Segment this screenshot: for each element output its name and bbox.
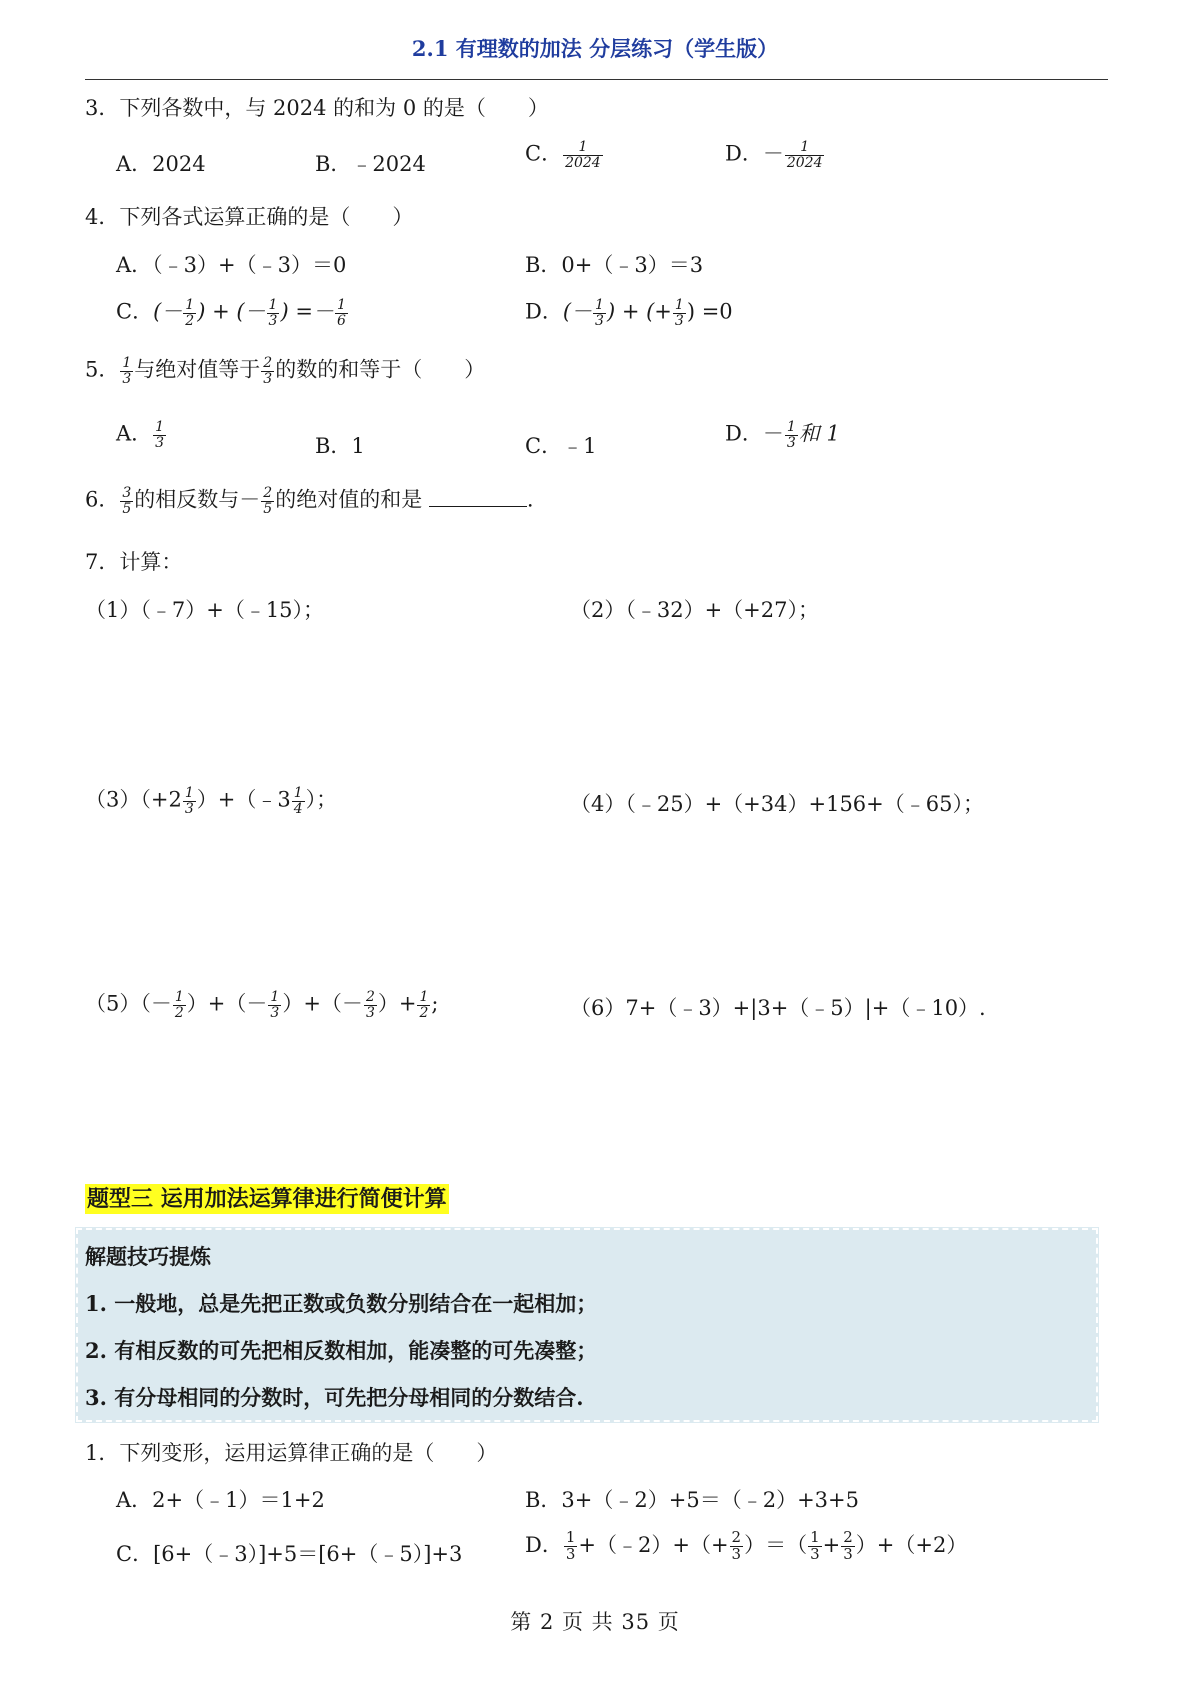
tip-2: 2. 有相反数的可先把相反数相加，能凑整的可先凑整； (85, 1338, 598, 1363)
q5-option-d: D．－ $\frac{1}{3}$ 和 1 (725, 419, 840, 451)
q7-part-4: （4）（﹣25）+（+34）+156+（﹣65）； (570, 792, 984, 816)
q7-part-1: （1）（﹣7）+（﹣15）； (85, 598, 325, 622)
tips-title: 解题技巧提炼 (85, 1244, 211, 1269)
q3-option-d (725, 140, 825, 170)
q3-stem: 3．下列各数中，与 2024 的和为 0 的是（ ） (85, 96, 549, 120)
s1-stem: 1．下列变形，运用运算律正确的是（ ） (85, 1441, 498, 1465)
q4-option-d: D．(－ $\frac{1}{3}$ ) + (+ $\frac{1}{3}$ ) =0 (525, 297, 733, 329)
q7-part-3: （3）（+2 $\frac{1}{3}$ ）+（﹣3 $\frac{1}{4}$ ）； (85, 785, 338, 817)
q7-part-2: （2）（﹣32）+（+27）； (570, 598, 819, 622)
q6-stem: 6． $\frac{3}{5}$ 的相反数与－ $\frac{2}{5}$ 的绝对值的和是 . (85, 485, 534, 517)
q6-answer-blank[interactable] (429, 488, 527, 507)
q4-option-b: B．0+（﹣3）＝3 (525, 253, 704, 277)
q3-c-label: C． (525, 141, 563, 166)
header-divider (85, 79, 1108, 80)
q3-d-fraction: $\frac{1}{2024}$ (786, 139, 823, 171)
q3-d-sign: － (762, 141, 784, 166)
s1-option-a: A．2+（﹣1）＝1+2 (116, 1488, 325, 1512)
q3-c-fraction: $\frac{1}{2024}$ (565, 139, 601, 171)
q3-d-label: D． (725, 141, 763, 166)
q4-stem: 4．下列各式运算正确的是（ ） (85, 205, 414, 229)
section-heading: 题型三 运用加法运算律进行简便计算 (85, 1184, 449, 1214)
q3-option-b: B．﹣2024 (315, 152, 426, 176)
s1-option-b: B．3+（﹣2）+5＝（﹣2）+3+5 (525, 1488, 859, 1512)
q7-part-6: （6）7+（﹣3）+|3+（﹣5）|+（﹣10）. (570, 996, 986, 1020)
q4-option-a: A．（﹣3）+（﹣3）＝0 (116, 253, 347, 277)
q3-option-a: A．2024 (116, 152, 206, 176)
q5-option-c: C．﹣1 (525, 434, 597, 458)
q7-part-5: （5）（－ $\frac{1}{2}$ ）+（－ $\frac{1}{3}$ ）+（－ $\frac{2}{3}$ ）+ $\frac{1}{2}$ ; (85, 989, 439, 1021)
tip-3: 3. 有分母相同的分数时，可先把分母相同的分数结合. (85, 1385, 584, 1410)
q5-option-a: A． $\frac{1}{3}$ (116, 419, 165, 451)
s1-option-c: C．[6+（﹣3）]+5＝[6+（﹣5）]+3 (116, 1542, 463, 1566)
page-header-title: 2.1 有理数的加法 分层练习（学生版） (411, 36, 779, 61)
q3-option-c (525, 140, 604, 170)
q5-option-b: B．1 (315, 434, 365, 458)
q4-option-c: C．(－ $\frac{1}{2}$ ) + (－ $\frac{1}{3}$ ) =－ $\frac{1}{6}$ (116, 297, 346, 329)
page-footer: 第 2 页 共 35 页 (510, 1610, 680, 1634)
tip-1: 1. 一般地，总是先把正数或负数分别结合在一起相加； (85, 1291, 598, 1316)
q7-stem: 7．计算： (85, 550, 183, 574)
q5-stem: 5． $\frac{1}{3}$ 与绝对值等于 $\frac{2}{3}$ 的数的和等于（ ） (85, 355, 486, 387)
s1-option-d: D． $\frac{1}{3}$ +（﹣2）+（+ $\frac{2}{3}$ ）＝（ $\frac{1}{3}$ + $\frac{2}{3}$ ）+（+2） (525, 1528, 968, 1563)
